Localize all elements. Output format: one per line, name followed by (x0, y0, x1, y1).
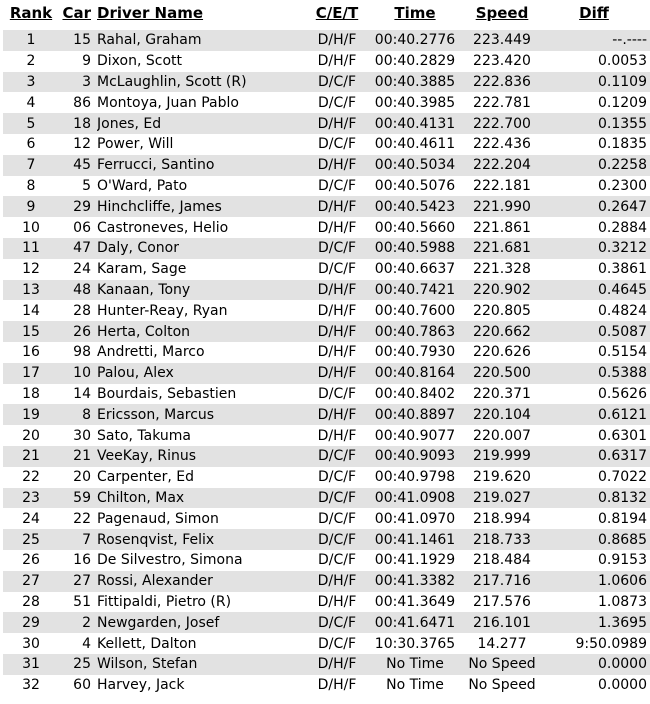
table-row (3, 51, 650, 72)
cell-speed: 220.902 (463, 280, 541, 301)
cell-speed: 222.836 (463, 72, 541, 93)
cell-cet: D/H/F (307, 196, 367, 217)
header-time: Time (394, 4, 436, 22)
cell-diff: 0.9153 (598, 552, 647, 569)
cell-diff: 0.8132 (541, 488, 650, 509)
cell-diff: 0.5626 (598, 385, 647, 402)
cell-cet: D/H/F (307, 30, 367, 51)
cell-car: 8 (59, 404, 97, 425)
cell-cet: D/C/F (317, 94, 357, 111)
cell-rank: 20 (22, 427, 40, 444)
cell-time: 00:40.7421 (367, 280, 463, 301)
cell-driver-name: Montoya, Juan Pablo (97, 94, 239, 111)
table-row (3, 404, 650, 425)
cell-cet: D/H/F (307, 280, 367, 301)
cell-car: 10 (59, 363, 97, 384)
cell-car: 12 (73, 136, 91, 153)
cell-rank: 12 (22, 261, 40, 278)
cell-time: 00:40.4611 (374, 136, 456, 153)
cell-diff: 0.8194 (598, 510, 647, 527)
table-row (3, 363, 650, 384)
cell-speed: 221.861 (473, 219, 531, 236)
cell-car: 30 (73, 427, 91, 444)
cell-rank: 25 (3, 529, 59, 550)
table-row (3, 384, 650, 405)
cell-time: 00:40.2829 (374, 53, 456, 70)
cell-rank: 5 (3, 113, 59, 134)
header-row (3, 4, 650, 30)
cell-cet: D/C/F (317, 469, 357, 486)
cell-driver-name: O'Ward, Pato (97, 177, 188, 194)
cell-cet: D/H/F (307, 654, 367, 675)
cell-cet: D/H/F (317, 344, 357, 361)
header-speed: Speed (475, 4, 529, 22)
cell-cet: D/H/F (317, 302, 357, 319)
cell-diff: 0.2884 (598, 219, 647, 236)
cell-car: 47 (59, 238, 97, 259)
cell-cet: D/C/F (307, 238, 367, 259)
cell-time: 00:40.7600 (374, 302, 456, 319)
cell-diff: 0.4824 (598, 302, 647, 319)
cell-rank: 16 (22, 344, 40, 361)
cell-car: 20 (73, 469, 91, 486)
cell-diff: 0.6317 (541, 446, 650, 467)
cell-speed: 221.990 (463, 196, 541, 217)
table-row (3, 238, 650, 259)
cell-diff: 0.6301 (598, 427, 647, 444)
table-row (3, 488, 650, 509)
cell-rank: 31 (3, 654, 59, 675)
cell-time: 00:40.8897 (367, 404, 463, 425)
cell-cet: D/H/F (317, 677, 357, 694)
table-row (3, 592, 650, 613)
cell-speed: 218.484 (473, 552, 531, 569)
cell-time: 00:40.5988 (367, 238, 463, 259)
cell-speed: 220.805 (473, 302, 531, 319)
cell-cet: D/H/F (317, 219, 357, 236)
header-car: Car (62, 4, 91, 22)
cell-time: No Time (367, 654, 463, 675)
cell-diff: 0.2300 (598, 177, 647, 194)
cell-time: 00:41.1461 (367, 529, 463, 550)
table-header (3, 4, 650, 30)
cell-diff: 0.5388 (541, 363, 650, 384)
cell-rank: 26 (22, 552, 40, 569)
table-row (3, 196, 650, 217)
cell-cet: D/C/F (307, 529, 367, 550)
cell-diff: 0.7022 (598, 469, 647, 486)
cell-car: 16 (73, 552, 91, 569)
cell-time: 00:40.8164 (367, 363, 463, 384)
cell-time: 00:40.9798 (374, 469, 456, 486)
cell-car: 06 (73, 219, 91, 236)
cell-driver-name: De Silvestro, Simona (97, 552, 243, 569)
cell-driver-name: Dixon, Scott (97, 53, 182, 70)
cell-time: 00:40.5034 (367, 155, 463, 176)
cell-cet: D/C/F (307, 488, 367, 509)
cell-rank: 10 (22, 219, 40, 236)
cell-rank: 11 (3, 238, 59, 259)
table-row (3, 508, 650, 529)
cell-rank: 24 (22, 510, 40, 527)
cell-time: 00:40.5660 (374, 219, 456, 236)
cell-cet: D/H/F (317, 53, 357, 70)
cell-car: 25 (59, 654, 97, 675)
cell-driver-name: Hinchcliffe, James (97, 196, 307, 217)
cell-speed: 220.104 (463, 404, 541, 425)
cell-car: 29 (59, 196, 97, 217)
cell-driver-name: Herta, Colton (97, 321, 307, 342)
cell-car: 26 (59, 321, 97, 342)
cell-rank: 1 (3, 30, 59, 51)
cell-time: 00:41.0970 (374, 510, 456, 527)
cell-diff: 0.1835 (598, 136, 647, 153)
cell-speed: 222.700 (463, 113, 541, 134)
cell-speed: 217.576 (473, 593, 531, 610)
cell-diff: 0.2258 (541, 155, 650, 176)
cell-rank: 6 (26, 136, 36, 153)
cell-time: 00:41.0908 (367, 488, 463, 509)
cell-cet: D/C/F (317, 635, 357, 652)
header-cet: C/E/T (315, 4, 359, 22)
table-row (3, 134, 650, 155)
table-row (3, 446, 650, 467)
cell-driver-name: Sato, Takuma (97, 427, 192, 444)
cell-time: 00:40.7863 (367, 321, 463, 342)
cell-diff: 0.8685 (541, 529, 650, 550)
cell-rank: 30 (22, 635, 40, 652)
cell-speed: 14.277 (477, 635, 527, 652)
cell-speed: 222.436 (473, 136, 531, 153)
cell-diff: 9:50.0989 (575, 635, 647, 652)
cell-speed: 218.994 (473, 510, 531, 527)
cell-cet: D/C/F (307, 612, 367, 633)
cell-car: 9 (82, 53, 91, 70)
cell-cet: D/C/F (317, 261, 357, 278)
cell-rank: 2 (26, 53, 36, 70)
cell-rank: 4 (26, 94, 36, 111)
table-row (3, 654, 650, 675)
cell-driver-name: Andretti, Marco (97, 344, 205, 361)
cell-speed: 220.626 (473, 344, 531, 361)
cell-time: 00:41.1929 (374, 552, 456, 569)
cell-diff: 0.1355 (541, 113, 650, 134)
cell-diff: 0.0000 (598, 677, 647, 694)
cell-car: 3 (59, 72, 97, 93)
cell-driver-name: Ferrucci, Santino (97, 155, 307, 176)
cell-driver-name: Rossi, Alexander (97, 571, 307, 592)
cell-car: 15 (59, 30, 97, 51)
cell-diff: 1.0606 (541, 571, 650, 592)
cell-diff: 0.3861 (598, 261, 647, 278)
cell-rank: 21 (3, 446, 59, 467)
table-row (3, 321, 650, 342)
cell-driver-name: Daly, Conor (97, 238, 307, 259)
cell-diff: 0.4645 (541, 280, 650, 301)
cell-rank: 19 (3, 404, 59, 425)
cell-speed: 223.420 (473, 53, 531, 70)
cell-time: 00:40.3985 (374, 94, 456, 111)
header-diff: Diff (579, 4, 609, 22)
cell-diff: 1.3695 (541, 612, 650, 633)
cell-time: 00:40.3885 (367, 72, 463, 93)
cell-driver-name: McLaughlin, Scott (R) (97, 72, 307, 93)
cell-diff: 0.2647 (541, 196, 650, 217)
cell-rank: 27 (3, 571, 59, 592)
table-row (3, 425, 650, 446)
cell-driver-name: VeeKay, Rinus (97, 446, 307, 467)
cell-speed: 222.181 (473, 177, 531, 194)
cell-cet: D/C/F (317, 510, 357, 527)
cell-time: 10:30.3765 (374, 635, 456, 652)
cell-time: 00:40.7930 (374, 344, 456, 361)
cell-rank: 8 (26, 177, 36, 194)
cell-driver-name: Rahal, Graham (97, 30, 307, 51)
cell-driver-name: Pagenaud, Simon (97, 510, 219, 527)
table-row (3, 280, 650, 301)
cell-diff: 0.1209 (598, 94, 647, 111)
header-rank: Rank (9, 4, 53, 22)
cell-car: 27 (59, 571, 97, 592)
cell-driver-name: Bourdais, Sebastien (97, 385, 237, 402)
cell-driver-name: Harvey, Jack (97, 677, 185, 694)
cell-time: 00:40.9093 (367, 446, 463, 467)
cell-car: 18 (59, 113, 97, 134)
cell-diff: --.---- (541, 30, 650, 51)
cell-speed: 220.007 (473, 427, 531, 444)
cell-rank: 3 (3, 72, 59, 93)
cell-rank: 29 (3, 612, 59, 633)
cell-driver-name: Carpenter, Ed (97, 469, 194, 486)
cell-driver-name: Wilson, Stefan (97, 654, 307, 675)
cell-speed: 220.662 (463, 321, 541, 342)
cell-rank: 18 (22, 385, 40, 402)
table-row (3, 300, 650, 321)
cell-diff: 0.0000 (541, 654, 650, 675)
table-row (3, 675, 650, 696)
cell-speed: 218.733 (463, 529, 541, 550)
cell-car: 2 (59, 612, 97, 633)
cell-cet: D/C/F (317, 552, 357, 569)
cell-driver-name: Karam, Sage (97, 261, 187, 278)
cell-rank: 23 (3, 488, 59, 509)
cell-diff: 0.3212 (541, 238, 650, 259)
cell-diff: 0.6121 (541, 404, 650, 425)
cell-car: 24 (73, 261, 91, 278)
cell-car: 14 (73, 385, 91, 402)
cell-driver-name: Power, Will (97, 136, 174, 153)
cell-speed: 220.500 (463, 363, 541, 384)
cell-driver-name: Kellett, Dalton (97, 635, 197, 652)
table-row (3, 571, 650, 592)
cell-car: 98 (73, 344, 91, 361)
cell-time: 00:40.5423 (367, 196, 463, 217)
cell-cet: D/H/F (317, 427, 357, 444)
table-row (3, 259, 650, 280)
cell-time: 00:40.5076 (374, 177, 456, 194)
cell-time: No Time (386, 677, 444, 694)
table-row (3, 612, 650, 633)
cell-speed: 222.781 (473, 94, 531, 111)
cell-cet: D/H/F (317, 593, 357, 610)
cell-rank: 15 (3, 321, 59, 342)
cell-time: 00:41.3382 (367, 571, 463, 592)
cell-cet: D/H/F (307, 321, 367, 342)
table-row (3, 113, 650, 134)
cell-driver-name: Castroneves, Helio (97, 219, 229, 236)
cell-time: 00:40.8402 (374, 385, 456, 402)
cell-speed: No Speed (468, 677, 536, 694)
cell-driver-name: Ericsson, Marcus (97, 404, 307, 425)
cell-cet: D/H/F (307, 113, 367, 134)
table-row (3, 217, 650, 238)
cell-speed: 216.101 (463, 612, 541, 633)
cell-car: 51 (73, 593, 91, 610)
cell-cet: D/C/F (317, 136, 357, 153)
cell-speed: 217.716 (463, 571, 541, 592)
cell-rank: 7 (3, 155, 59, 176)
cell-diff: 0.5087 (541, 321, 650, 342)
cell-time: 00:41.3649 (374, 593, 456, 610)
table-row (3, 72, 650, 93)
cell-driver-name: Rosenqvist, Felix (97, 529, 307, 550)
cell-driver-name: Newgarden, Josef (97, 612, 307, 633)
cell-cet: D/H/F (307, 571, 367, 592)
cell-speed: 220.371 (473, 385, 531, 402)
cell-cet: D/H/F (307, 363, 367, 384)
cell-diff: 0.0053 (598, 53, 647, 70)
cell-diff: 0.1109 (541, 72, 650, 93)
cell-time: 00:40.4131 (367, 113, 463, 134)
cell-rank: 28 (22, 593, 40, 610)
cell-driver-name: Palou, Alex (97, 363, 307, 384)
cell-car: 21 (59, 446, 97, 467)
cell-cet: D/H/F (307, 404, 367, 425)
cell-rank: 13 (3, 280, 59, 301)
cell-car: 7 (59, 529, 97, 550)
cell-time: 00:41.6471 (367, 612, 463, 633)
cell-car: 4 (82, 635, 91, 652)
cell-speed: 219.999 (463, 446, 541, 467)
cell-diff: 1.0873 (598, 593, 647, 610)
cell-driver-name: Hunter-Reay, Ryan (97, 302, 228, 319)
table-row (3, 550, 650, 571)
cell-speed: 223.449 (463, 30, 541, 51)
cell-cet: D/C/F (317, 385, 357, 402)
cell-speed: 221.328 (473, 261, 531, 278)
cell-car: 59 (59, 488, 97, 509)
cell-speed: No Speed (463, 654, 541, 675)
cell-driver-name: Kanaan, Tony (97, 280, 307, 301)
cell-rank: 32 (22, 677, 40, 694)
table-row (3, 155, 650, 176)
table-row (3, 529, 650, 550)
cell-cet: D/C/F (307, 446, 367, 467)
cell-speed: 219.027 (463, 488, 541, 509)
table-row (3, 467, 650, 488)
cell-time: 00:40.2776 (367, 30, 463, 51)
cell-driver-name: Jones, Ed (97, 113, 307, 134)
cell-car: 28 (73, 302, 91, 319)
cell-cet: D/H/F (307, 155, 367, 176)
cell-speed: 221.681 (463, 238, 541, 259)
cell-cet: D/C/F (317, 177, 357, 194)
cell-car: 45 (59, 155, 97, 176)
table-body (3, 30, 650, 696)
table-row (3, 30, 650, 51)
cell-rank: 14 (22, 302, 40, 319)
table-row (3, 342, 650, 363)
results-table (3, 4, 650, 696)
cell-rank: 22 (22, 469, 40, 486)
table-row (3, 633, 650, 654)
header-driver-name: Driver Name (97, 4, 204, 22)
cell-rank: 17 (3, 363, 59, 384)
cell-driver-name: Chilton, Max (97, 488, 307, 509)
cell-car: 22 (73, 510, 91, 527)
cell-car: 48 (59, 280, 97, 301)
table-row (3, 92, 650, 113)
table-row (3, 176, 650, 197)
cell-speed: 222.204 (463, 155, 541, 176)
cell-diff: 0.5154 (598, 344, 647, 361)
cell-car: 86 (73, 94, 91, 111)
cell-driver-name: Fittipaldi, Pietro (R) (97, 593, 232, 610)
cell-rank: 9 (3, 196, 59, 217)
cell-time: 00:40.6637 (374, 261, 456, 278)
cell-car: 5 (82, 177, 91, 194)
cell-cet: D/C/F (307, 72, 367, 93)
cell-car: 60 (73, 677, 91, 694)
cell-speed: 219.620 (473, 469, 531, 486)
cell-time: 00:40.9077 (374, 427, 456, 444)
